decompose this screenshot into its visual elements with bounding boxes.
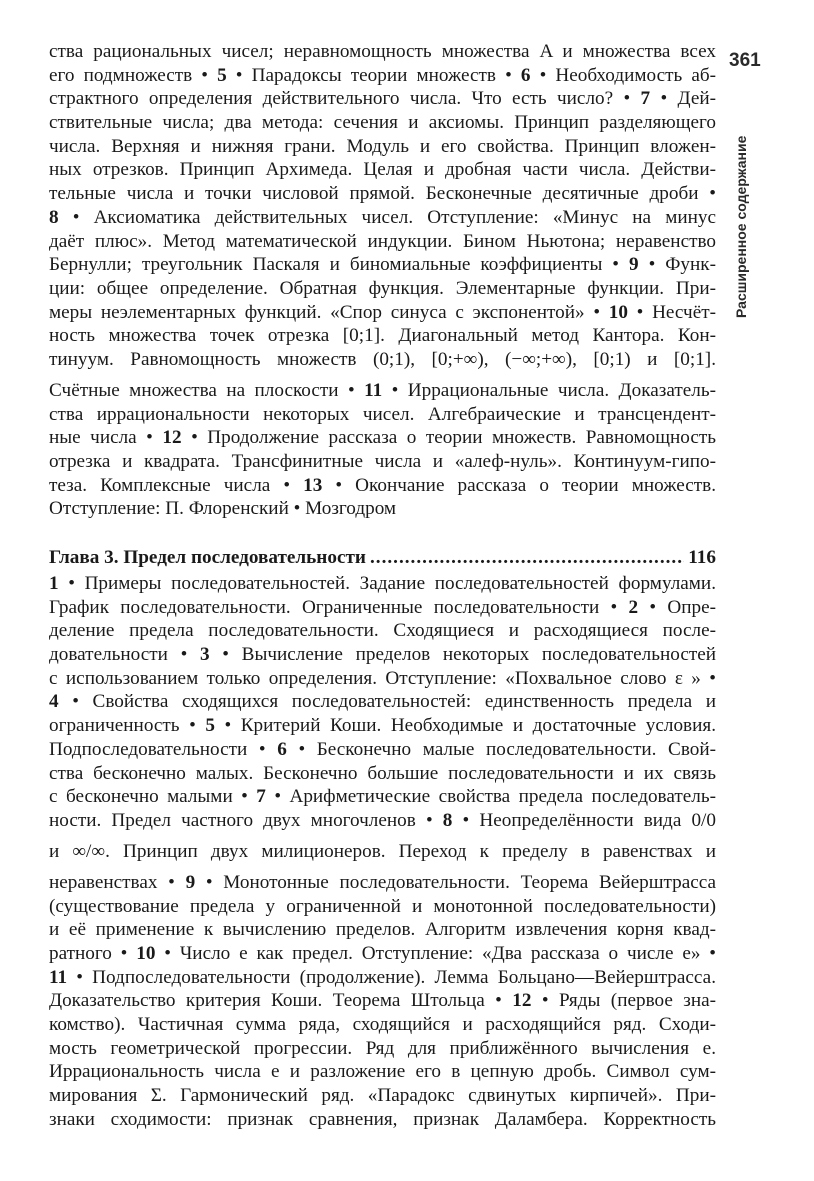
text-line: ства иррациональности некоторых чисел. Алгебраические и трансцендент- (49, 403, 716, 425)
text-line: Иррациональность числа e и разложение его в цепную дробь. Символ сум- (49, 1061, 716, 1083)
chapter-title: Глава 3. Предел последовательности (49, 547, 366, 568)
text-line: (существование предела у ограниченной и монотонной последовательности) (49, 895, 716, 917)
text-line: с бесконечно малыми • 7 • Арифметические свойства предела последователь- (49, 786, 716, 808)
text-line: 4 • Свойства сходящихся последовательностей: единственность предела и (49, 691, 716, 713)
text-line: 1 • Примеры последовательностей. Задание последовательностей формулами. (49, 573, 716, 594)
text-line: комство). Частичная сумма ряда, сходящийся и расходящийся ряд. Сходи- (49, 1014, 716, 1035)
text-line: меры неэлементарных функций. «Спор синуса с экспонентой» • 10 • Несчёт- (49, 301, 716, 323)
text-line: теза. Комплексные числа • 13 • Окончание рассказа о теории множеств. (49, 474, 716, 496)
text-line: ствительные числа; два метода: сечения и аксиомы. Принцип разделяющего (49, 112, 716, 134)
text-line: ных отрезков. Принцип Архимеда. Целая и дробная части числа. Действи- (49, 159, 716, 181)
chapter-page-ref: 116 (688, 547, 716, 568)
text-line: даёт плюс». Метод математической индукции. Бином Ньютона; неравенство (49, 230, 716, 252)
text-line: неравенствах • 9 • Монотонные последовательности. Теорема Вейерштрасса (49, 871, 716, 893)
text-line: График последовательности. Ограниченные последовательности • 2 • Опре- (49, 596, 717, 618)
text-line: мирования Σ. Гармонический ряд. «Парадокс сдвинутых кирпичей». При- (49, 1085, 716, 1107)
text-line: 11 • Подпоследовательности (продолжение). Лемма Больцано—Вейерштрасса. (49, 966, 716, 988)
text-line: ные числа • 12 • Продолжение рассказа о теории множеств. Равномощность (49, 427, 716, 449)
chapter-heading (49, 546, 716, 572)
text-line: довательности • 3 • Вычисление пределов некоторых последовательностей (49, 644, 717, 666)
text-line: числа. Верхняя и нижняя грани. Модуль и его свойства. Принцип вложен- (49, 135, 716, 157)
text-line: и ∞/∞. Принцип двух милиционеров. Переход к пределу в равенствах и (49, 840, 716, 862)
page-number: 361 (729, 50, 761, 71)
text-line: и её применение к вычислению пределов. Алгоритм извлечения корня квад- (49, 919, 716, 941)
text-line: тельные числа и точки числовой прямой. Бесконечные десятичные дроби • (49, 183, 716, 205)
text-line: Бернулли; треугольник Паскаля и биномиальные коэффициенты • 9 • Функ- (49, 254, 716, 276)
text-line: мость геометрической прогрессии. Ряд для приближённого вычисления e. (49, 1037, 716, 1059)
text-line: Отступление: П. Флоренский • Мозгодром (49, 498, 397, 520)
text-line: тинуум. Равномощность множеств (0;1), [0;+∞), (−∞;+∞), [0;1) и [0;1]. (49, 348, 716, 370)
text-line: страктного определения действительного числа. Что есть число? • 7 • Дей- (49, 88, 716, 110)
section-continued-paragraph (49, 40, 716, 521)
text-line: 8 • Аксиоматика действительных чисел. Отступление: «Минус на минус (49, 206, 716, 228)
text-line: ность множества точек отрезка [0;1]. Диагональный метод Кантора. Кон- (49, 325, 716, 347)
text-line: Подпоследовательности • 6 • Бесконечно малые последовательности. Свой- (49, 738, 716, 760)
text-line: его подмножеств • 5 • Парадоксы теории множеств • 6 • Необходимость аб- (49, 64, 716, 86)
text-line: деление предела последовательности. Сходящиеся и расходящиеся после- (49, 620, 716, 642)
text-line: Счётные множества на плоскости • 11 • Иррациональные числа. Доказатель- (49, 379, 716, 401)
text-line: Доказательство критерия Коши. Теорема Штольца • 12 • Ряды (первое зна- (49, 990, 716, 1012)
text-line: ограниченность • 5 • Критерий Коши. Необходимые и достаточные условия. (49, 715, 716, 737)
text-line: отрезка и квадрата. Трансфинитные числа и «алеф-нуль». Континуум-гипо- (49, 451, 716, 472)
text-line: ства рациональных чисел; неравномощность множества A и множества всех (49, 41, 716, 62)
text-line: ратного • 10 • Число e как предел. Отступление: «Два рассказа о числе e» • (49, 942, 716, 964)
text-line: с использованием только определения. Отступление: «Похвальное слово ε » • (49, 667, 716, 689)
chapter-3-entry (49, 546, 716, 1131)
running-header-side-label: Расширенное содержание (733, 135, 749, 318)
text-line: ции: общее определение. Обратная функция. Элементарные функции. При- (49, 277, 716, 299)
text-line: ства бесконечно малых. Бесконечно большие последовательности и их связь (49, 762, 716, 784)
text-line: знаки сходимости: признак сравнения, признак Даламбера. Корректность (49, 1108, 716, 1130)
text-line: ности. Предел частного двух многочленов • 8 • Неопределённости вида 0/0 (49, 809, 716, 831)
leader-dots (370, 546, 684, 570)
